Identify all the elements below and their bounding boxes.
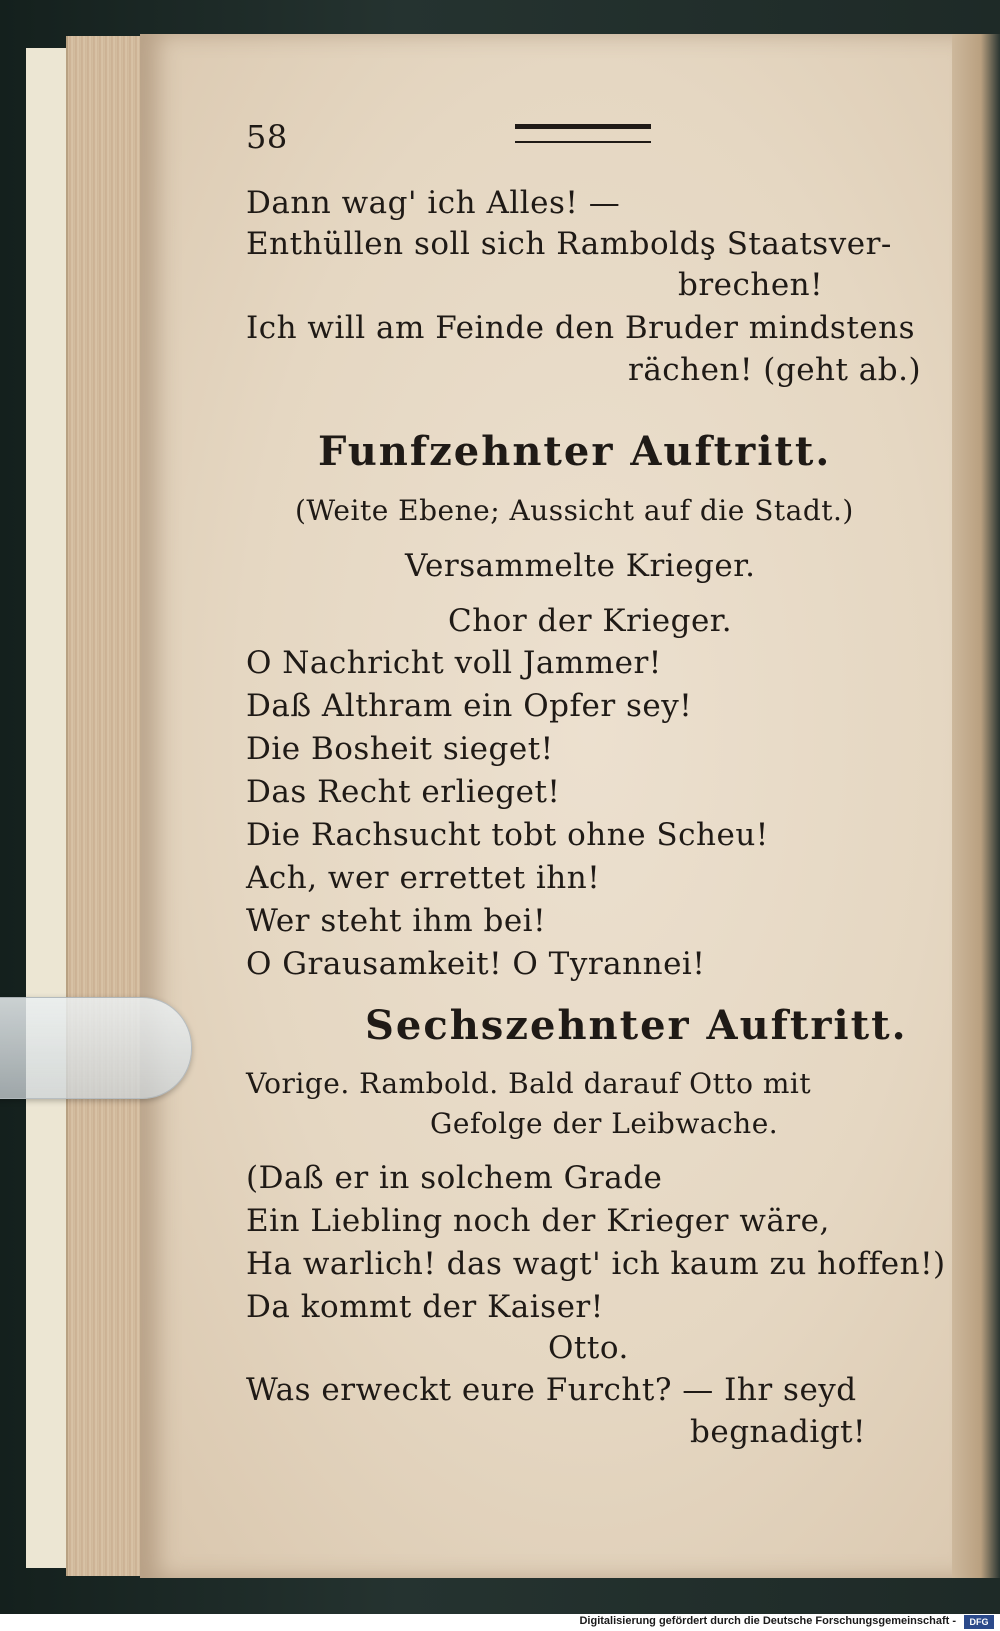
- scene-heading: Sechszehnter Auftritt.: [365, 1002, 908, 1049]
- verse-line: begnadigt!: [690, 1414, 866, 1450]
- text-line: Enthüllen soll sich Ramboldş Staatsver-: [246, 226, 892, 262]
- verse-line: Da kommt der Kaiser!: [246, 1289, 604, 1325]
- stage-direction: Gefolge der Leibwache.: [430, 1107, 779, 1140]
- speaker-name: Chor der Krieger.: [448, 603, 733, 639]
- verse-line: Das Recht erlieget!: [246, 774, 561, 810]
- verse-line: (Daß er in solchem Grade: [246, 1160, 663, 1196]
- text-line: brechen!: [678, 267, 824, 303]
- text-line: Dann wag' ich Alles! —: [246, 185, 621, 221]
- text-line: Ich will am Feinde den Bruder mindstens: [246, 310, 916, 346]
- page-right-edge: [952, 34, 1000, 1578]
- header-rule: [515, 124, 651, 143]
- stage-direction: Versammelte Krieger.: [405, 548, 756, 584]
- stage-direction: Vorige. Rambold. Bald darauf Otto mit: [246, 1067, 812, 1100]
- verse-line: Ha warlich! das wagt' ich kaum zu hoffen!): [246, 1246, 946, 1282]
- verse-line: Die Bosheit sieget!: [246, 731, 554, 767]
- verse-line: Wer steht ihm bei!: [246, 903, 547, 939]
- verse-line: Ach, wer errettet ihn!: [246, 860, 601, 896]
- verse-line: O Grausamkeit! O Tyrannei!: [246, 946, 706, 982]
- text-line: rächen! (geht ab.): [628, 352, 922, 388]
- dfg-logo: DFG: [964, 1615, 994, 1629]
- verse-line: Daß Althram ein Opfer sey!: [246, 688, 693, 724]
- verse-line: Was erweckt eure Furcht? — Ihr seyd: [246, 1372, 857, 1408]
- speaker-name: Otto.: [548, 1330, 629, 1366]
- glass-page-clip: [0, 997, 192, 1099]
- verse-line: Ein Liebling noch der Krieger wäre,: [246, 1203, 830, 1239]
- verse-line: Die Rachsucht tobt ohne Scheu!: [246, 817, 769, 853]
- page-number: 58: [246, 118, 288, 156]
- scene-heading: Funfzehnter Auftritt.: [318, 428, 832, 475]
- funding-note: Digitalisierung gefördert durch die Deutsche Forschungsgemeinschaft -: [579, 1615, 956, 1627]
- stage-direction: (Weite Ebene; Aussicht auf die Stadt.): [295, 494, 854, 527]
- verse-line: O Nachricht voll Jammer!: [246, 645, 662, 681]
